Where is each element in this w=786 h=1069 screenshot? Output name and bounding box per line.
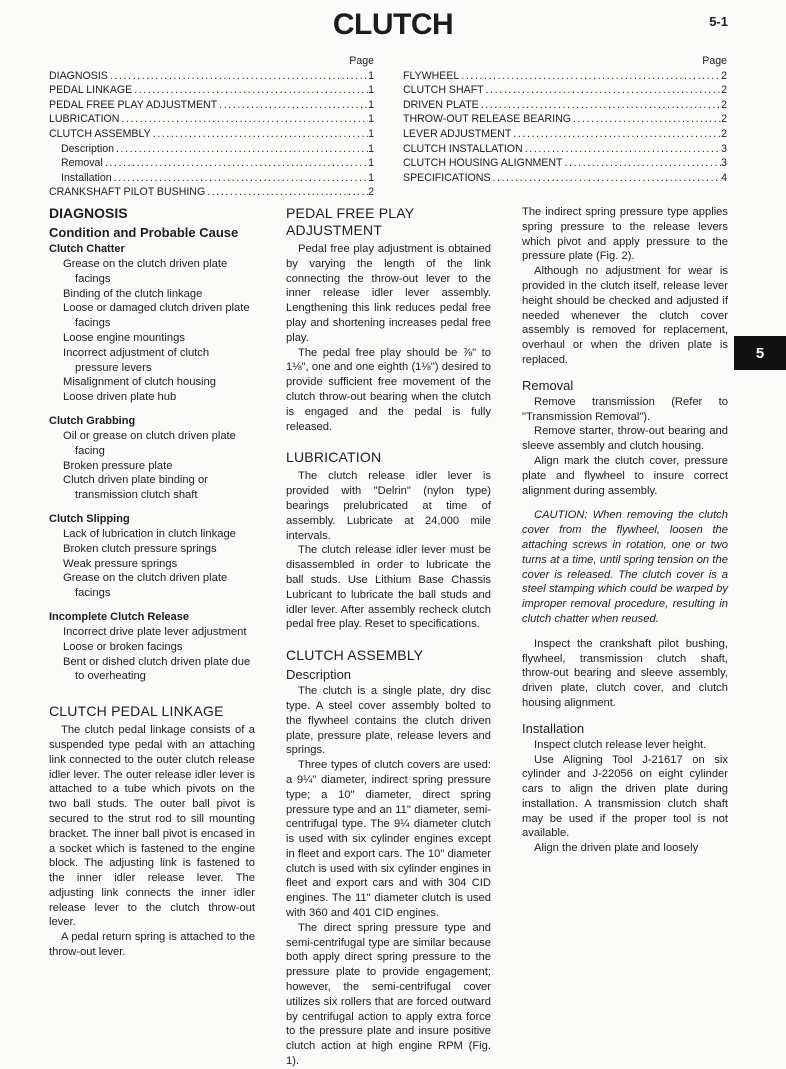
- cause-list: [49, 257, 255, 405]
- toc-leader: [205, 185, 368, 200]
- toc-label: Description: [61, 142, 114, 155]
- toc-page: 2: [721, 69, 727, 82]
- toc-label: Removal: [61, 157, 103, 170]
- paragraph: Inspect clutch release lever height.: [534, 738, 707, 751]
- toc-leader: [217, 98, 368, 113]
- toc-label: Installation: [61, 171, 112, 184]
- paragraph: The indirect spring pressure type applies spring pressure to the release levers which pivot and apply pressure to the pressure plate (Fig. 2).: [522, 206, 728, 263]
- toc-label: LEVER ADJUSTMENT: [403, 127, 512, 140]
- paragraph: Remove transmission (Refer to "Transmission Removal").: [522, 395, 728, 423]
- removal-heading: Removal: [522, 377, 574, 393]
- diagnosis-subheading: Condition and Probable Cause: [49, 225, 239, 240]
- toc-row: [49, 127, 374, 142]
- toc-label: PEDAL FREE PLAY ADJUSTMENT: [49, 98, 218, 111]
- cause-group-title: Incomplete Clutch Release: [49, 610, 189, 623]
- cause-list: [49, 429, 255, 503]
- toc-page: 1: [368, 69, 374, 82]
- toc-row: [403, 98, 727, 113]
- cause-group-title: Clutch Slipping: [49, 512, 130, 525]
- toc-page: 4: [721, 171, 727, 184]
- toc-label: LUBRICATION: [49, 113, 120, 126]
- toc-row: [49, 83, 374, 98]
- toc-label: CLUTCH SHAFT: [403, 84, 484, 97]
- caution-note: CAUTION: When removing the clutch cover from the flywheel, loosen the attaching screws in rotation, one or two turns at a time, until spring tension on the cover is released. The clutch cover is a steel stamping which could be warped by improper removal procedure, resulting in clutch chatter when reused.: [522, 509, 728, 625]
- toc-row: [49, 98, 374, 113]
- cause-item: Clutch driven plate binding or transmission clutch shaft: [63, 474, 208, 502]
- cause-item: Weak pressure springs: [63, 557, 178, 570]
- toc-row: [403, 171, 727, 186]
- toc-leader: [511, 127, 721, 142]
- cause-item: Grease on the clutch driven plate facings: [63, 572, 228, 600]
- page-title: CLUTCH: [332, 8, 454, 41]
- paragraph: Pedal free play adjustment is obtained by varying the length of the link connecting the throw-out lever to the inner release idler lever assembly. Lengthening this link reduces pedal free play and shortening increases pedal free play.: [286, 243, 491, 344]
- cause-item: Incorrect drive plate lever adjustment: [63, 625, 247, 638]
- cause-item: Lack of lubrication in clutch linkage: [63, 527, 236, 540]
- toc-label: THROW-OUT RELEASE BEARING: [403, 113, 571, 126]
- cause-item: Bent or dished clutch driven plate due to overheating: [63, 655, 251, 683]
- toc-row: [403, 127, 727, 142]
- toc-page: 1: [368, 84, 374, 97]
- cause-group-title: Clutch Chatter: [49, 243, 125, 255]
- toc-page: 1: [368, 98, 374, 111]
- toc-leader: [114, 142, 368, 157]
- toc-page: 3: [721, 157, 727, 170]
- toc-row: [403, 156, 727, 171]
- paragraph: Use Aligning Tool J-21617 on six cylinder and J-22056 on eight cylinder cars to align the driven plate during installation. A transmission clutch shaft may be used if the proper tool is not available.: [522, 753, 728, 840]
- toc-page: 3: [721, 142, 727, 155]
- toc-row: [403, 112, 727, 127]
- toc-label: SPECIFICATIONS: [403, 171, 491, 184]
- paragraph: Inspect the crankshaft pilot bushing, flywheel, transmission clutch shaft, throw-out bearing and sleeve assembly, driven plate, clutch cover, and clutch housing alignment.: [522, 637, 728, 709]
- toc-leader: [571, 112, 721, 127]
- toc-row: [49, 69, 374, 84]
- toc-page: 1: [368, 127, 374, 140]
- toc-leader: [523, 142, 721, 157]
- cause-list: [49, 625, 255, 684]
- toc-row: [403, 142, 727, 157]
- toc-page-label: Page: [349, 55, 374, 67]
- description-heading: Description: [286, 667, 352, 683]
- toc-page: 1: [368, 113, 374, 126]
- paragraph: Remove starter, throw-out bearing and sleeve assembly and clutch housing.: [522, 425, 728, 453]
- cause-list: [49, 527, 255, 601]
- paragraph: The clutch release idler lever must be disassembled in order to lubricate the ball studs. Use Lithium Base Chassis Lubricant to lubricate the ball studs and idler lever. After assembly recheck clutch pedal free play. Reset to specifications.: [286, 544, 491, 631]
- toc-leader: [108, 69, 368, 84]
- section-tab: 5: [734, 336, 786, 370]
- paragraph: The pedal free play should be ⅞" to 1⅛", one and one eighth (1⅛") desired to provide sufficient free movement of the clutch throw-out bearing when the clutch is engaged and the pedal is fully released.: [286, 346, 491, 433]
- toc-page: 1: [368, 171, 374, 184]
- paragraph: Align mark the clutch cover, pressure plate and flywheel to insure correct alignment during assembly.: [522, 454, 728, 497]
- toc-page: 2: [721, 98, 727, 111]
- toc-row: [49, 156, 374, 171]
- toc-row: [403, 69, 727, 84]
- toc-leader: [484, 83, 721, 98]
- cause-item: Grease on the clutch driven plate facings: [63, 258, 228, 285]
- paragraph: Three types of clutch covers are used: a 9¼" diameter, indirect spring pressure type; a 10" diameter, direct spring pressure type and an 11" diameter, semi-centrifugal type. The 9¼ diameter clutch is used with six cylinder engines except in fleet and export cars. The 10" diameter clutch is used with six cylinder engines in fleet and export cars and with 304 CID engines. The 11" diameter clutch is used with 360 and 401 CID engines.: [286, 759, 491, 920]
- toc-leader: [459, 69, 721, 84]
- toc-leader: [563, 156, 722, 171]
- toc-row: [403, 83, 727, 98]
- toc-row: [49, 112, 374, 127]
- diagnosis-heading: DIAGNOSIS: [49, 205, 128, 221]
- toc-label: CRANKSHAFT PILOT BUSHING: [49, 186, 206, 199]
- toc-label: CLUTCH ASSEMBLY: [49, 127, 151, 140]
- toc-label: CLUTCH HOUSING ALIGNMENT: [403, 157, 563, 170]
- paragraph: Although no adjustment for wear is provided in the clutch itself, release lever height should be checked and adjusted if needed whenever the clutch cover assembly is removed for replacement, overhaul or when the driven plate is replaced.: [522, 265, 728, 366]
- toc-page: 2: [721, 113, 727, 126]
- page-number: 5-1: [709, 14, 728, 29]
- paragraph: The clutch is a single plate, dry disc type. A steel cover assembly bolted to the flywheel contains the clutch driven plate, pressure plate, release levers and springs.: [286, 685, 491, 757]
- toc-label: PEDAL LINKAGE: [49, 84, 133, 97]
- toc-page: 1: [368, 157, 374, 170]
- toc-leader: [119, 112, 368, 127]
- toc-leader: [491, 171, 722, 186]
- paragraph: The clutch release idler lever is provided with "Delrin" (nylon type) bearings prelubricated at time of assembly. Lubricate at 24,000 mile intervals.: [286, 470, 491, 542]
- cause-item: Loose engine mountings: [63, 331, 185, 344]
- toc-leader: [151, 127, 368, 142]
- toc-left: [49, 54, 374, 200]
- toc-leader: [132, 83, 368, 98]
- pedal-linkage-heading: CLUTCH PEDAL LINKAGE: [49, 703, 224, 720]
- cause-item: Loose driven plate hub: [63, 391, 177, 404]
- toc-right: [403, 54, 727, 185]
- paragraph: The direct spring pressure type and semi-centrifugal type are similar because both apply direct spring pressure to the pressure plate to provide engagement; however, the semi-centrifugal cover utilizes six rollers that are forced outward by centrifugal action to apply extra force to the pressure plate and insure positive clutch action at high engine RPM (Fig. 1).: [286, 921, 491, 1068]
- toc-label: FLYWHEEL: [403, 69, 460, 82]
- toc-page: 2: [368, 186, 374, 199]
- cause-item: Broken pressure plate: [63, 459, 173, 472]
- cause-item: Incorrect adjustment of clutch pressure levers: [63, 346, 210, 374]
- toc-label: DIAGNOSIS: [49, 69, 108, 82]
- cause-group-title: Clutch Grabbing: [49, 414, 136, 427]
- toc-row: [49, 142, 374, 157]
- toc-page: 2: [721, 127, 727, 140]
- column-3: [522, 205, 728, 856]
- toc-leader: [479, 98, 721, 113]
- free-play-heading: PEDAL FREE PLAY ADJUSTMENT: [286, 205, 415, 238]
- paragraph: A pedal return spring is attached to the throw-out lever.: [49, 931, 255, 959]
- column-2: [286, 205, 491, 1069]
- toc-row: [49, 171, 374, 186]
- toc-page-label: Page: [702, 55, 727, 67]
- toc-leader: [112, 171, 368, 186]
- installation-heading: Installation: [522, 720, 585, 736]
- cause-item: Loose or broken facings: [63, 640, 183, 653]
- toc-leader: [103, 156, 368, 171]
- lubrication-heading: LUBRICATION: [286, 449, 382, 466]
- cause-item: Oil or grease on clutch driven plate facing: [63, 429, 236, 457]
- cause-item: Loose or damaged clutch driven plate facings: [63, 302, 250, 330]
- toc-label: CLUTCH INSTALLATION: [403, 142, 523, 155]
- cause-item: Broken clutch pressure springs: [63, 542, 217, 555]
- toc-label: DRIVEN PLATE: [403, 98, 479, 111]
- toc-page: 1: [368, 142, 374, 155]
- paragraph: Align the driven plate and loosely: [534, 842, 699, 855]
- toc-row: [49, 185, 374, 200]
- toc-page: 2: [721, 84, 727, 97]
- paragraph: The clutch pedal linkage consists of a suspended type pedal with an attaching link connected to the outer clutch release idler lever. The outer release idler lever is attached to a tube which pivots on the two ball studs. The outer ball pivot is secured to the strut rod to sill mounting bracket. The inner ball pivot is encased in a socket which is fastened to the engine block. The adjusting link is fastened to the inner idler release lever. The adjusting link connects the inner idler release lever to the clutch throw-out lever.: [49, 724, 255, 929]
- cause-item: Binding of the clutch linkage: [63, 287, 203, 300]
- clutch-assembly-heading: CLUTCH ASSEMBLY: [286, 647, 424, 664]
- cause-item: Misalignment of clutch housing: [63, 376, 216, 389]
- diagnosis-groups: [49, 242, 255, 684]
- column-1: [49, 205, 255, 960]
